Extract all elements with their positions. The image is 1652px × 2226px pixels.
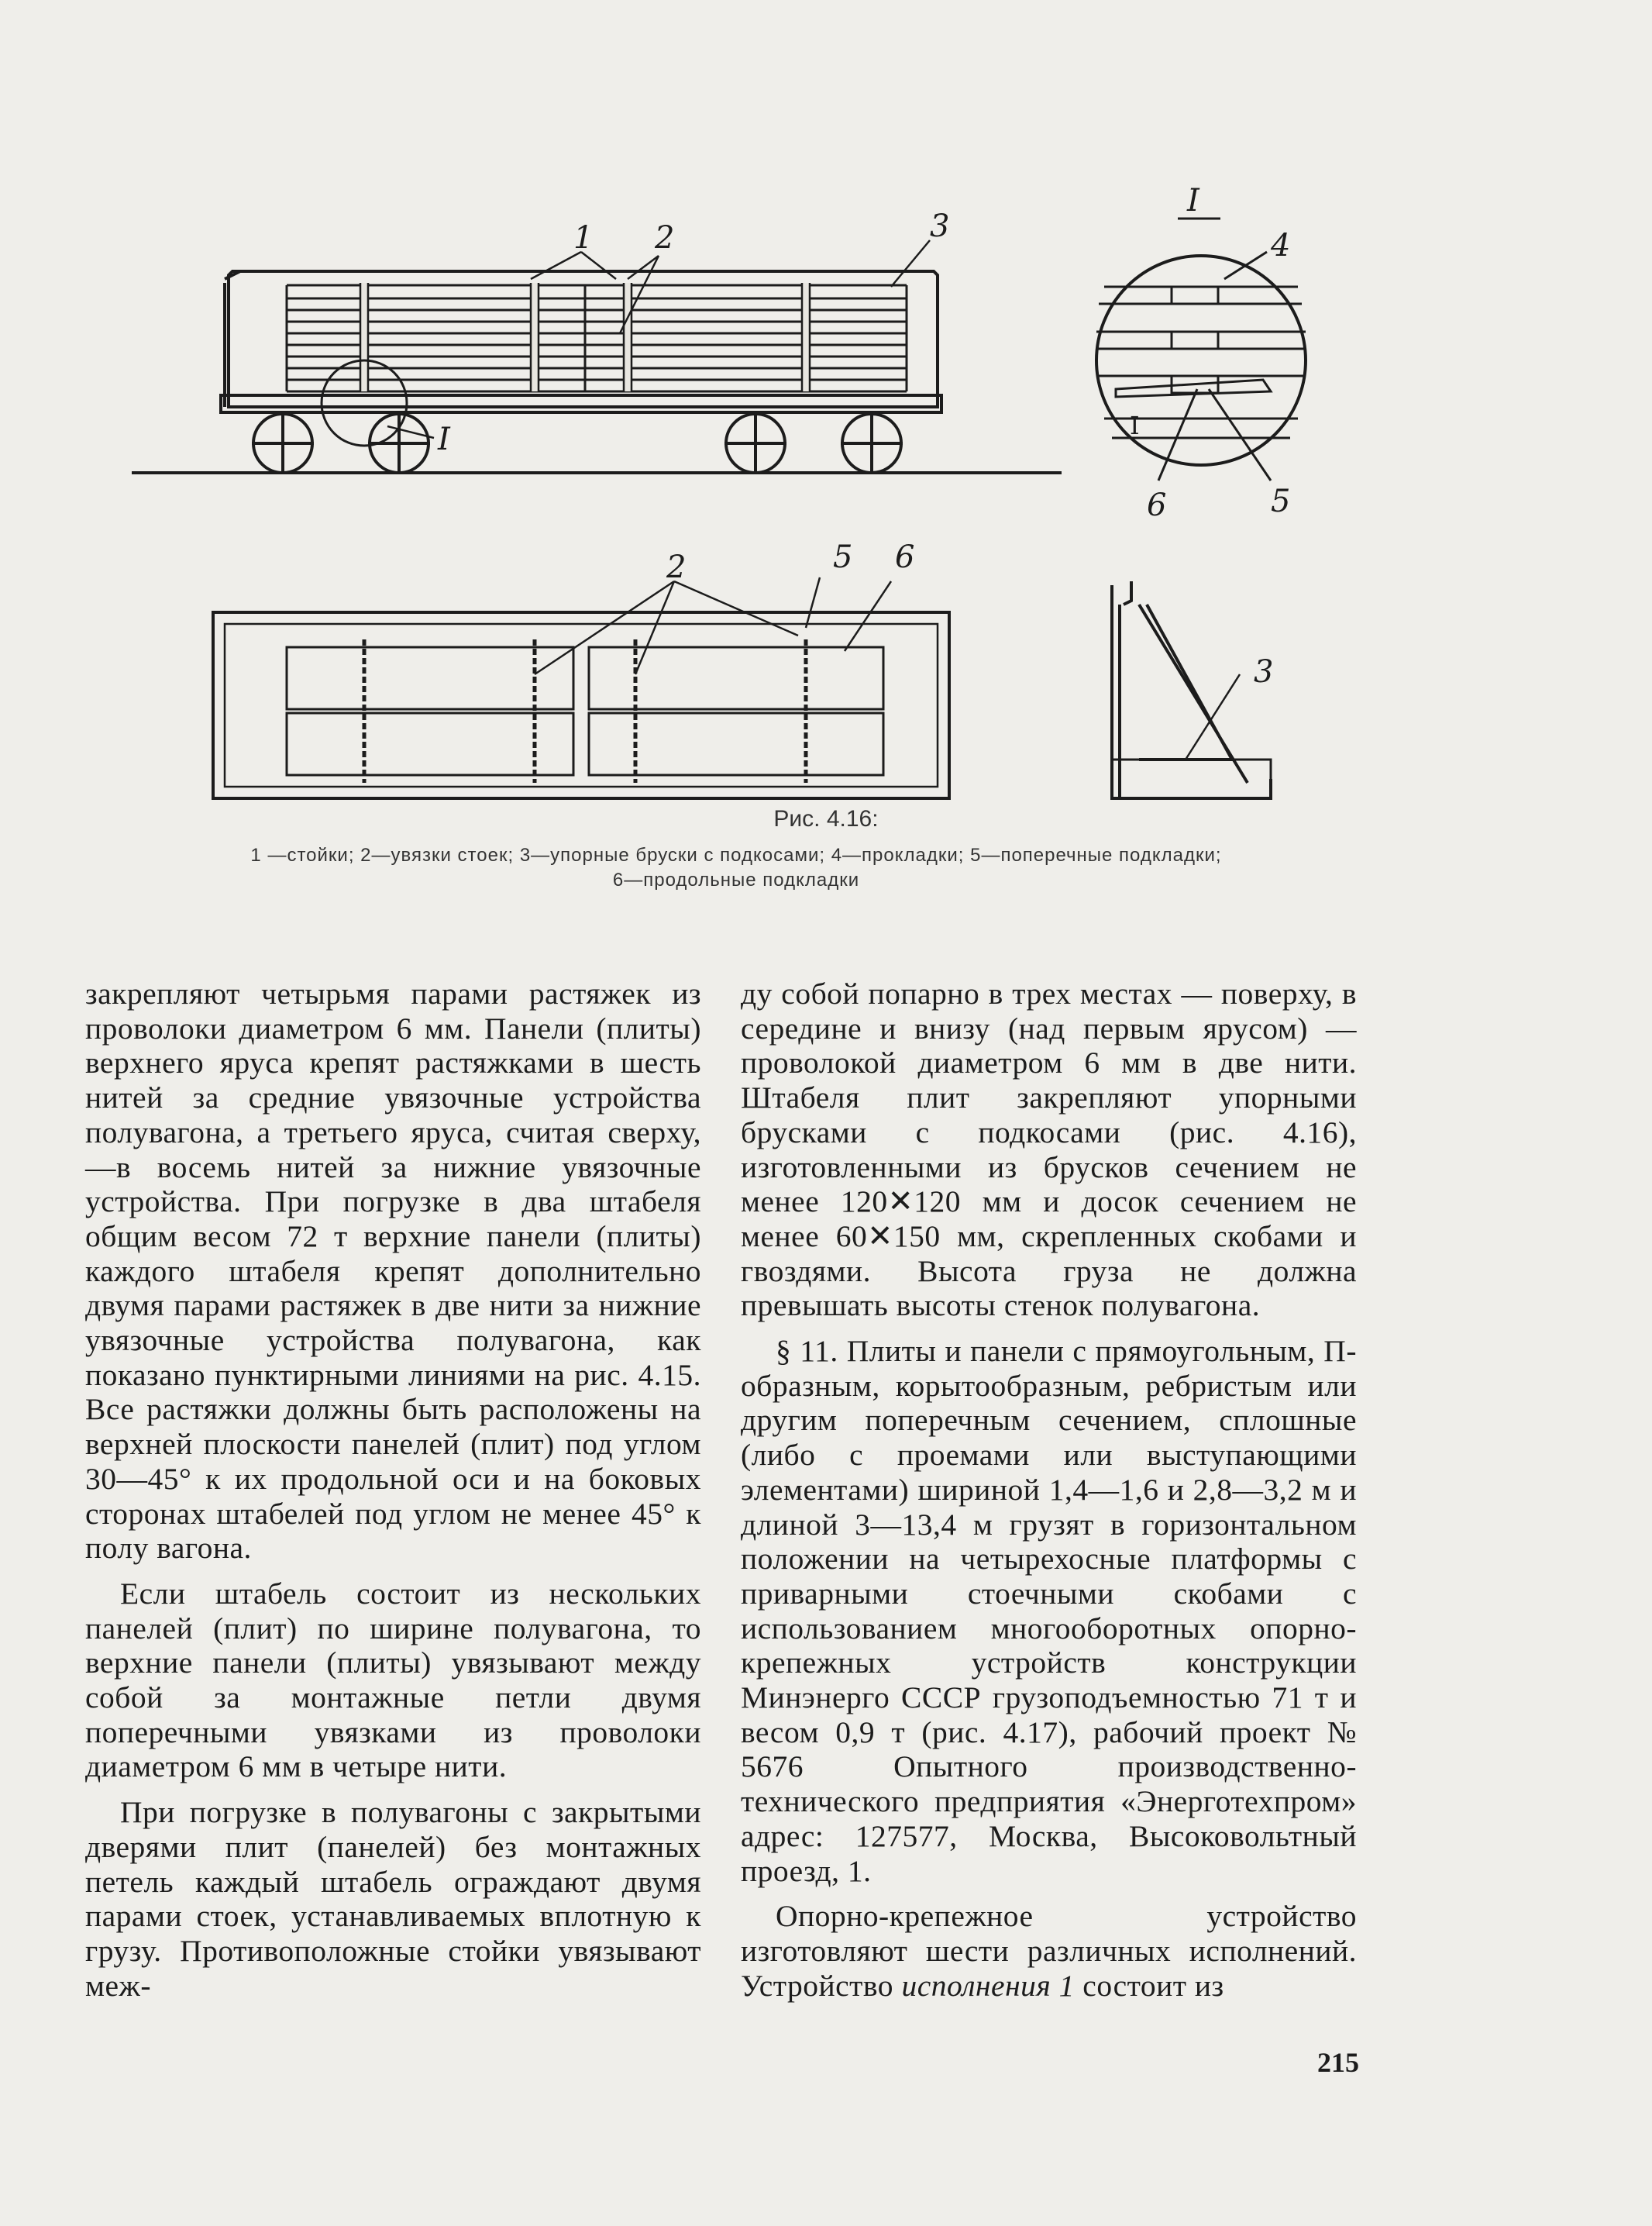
label-1: 1 bbox=[573, 220, 594, 256]
figure-caption-legend bbox=[116, 843, 1356, 893]
figure-caption-title: Рис. 4.16: bbox=[773, 806, 879, 832]
right-column bbox=[741, 977, 1357, 2003]
panel-stack bbox=[287, 285, 907, 391]
wagon-plan-view bbox=[213, 577, 949, 798]
left-paragraph-1: закрепляют четырьмя парами растяжек из проволоки диаметром 6 мм. Панели (плиты) верхнего яруса крепят растяжками в шесть нитей за средние увязочные устройства полувагона, а третьего яруса, считая сверху,—в восемь нитей за нижние увязочные устройства. При погрузке в два штабеля общим весом 72 т верхние панели (плиты) каждого штабеля крепят дополнительно двумя парами растяжек в две нити за нижние увязочные устройства полувагона, как показано пунктирными линиями на рис. 4.15. Все растяжки должны быть расположены на верхней плоскости панелей (плит) под углом 30—45° к их продольной оси и на боковых сторонах штабелей под углом не менее 45° к полу вагона. bbox=[85, 977, 701, 1566]
plan-label-6: 6 bbox=[895, 539, 915, 575]
plan-label-2: 2 bbox=[666, 550, 687, 585]
label-3: 3 bbox=[930, 208, 950, 244]
page-number: 215 bbox=[1317, 2047, 1359, 2078]
detail-label-I: I bbox=[1130, 411, 1140, 440]
detail-label-5: 5 bbox=[1271, 484, 1291, 519]
left-paragraph-3: При погрузке в полувагоны с закрытыми дверями плит (панелей) без монтажных петель каждый штабель ограждают двумя парами стоек, устанавливаемых вплотную к грузу. Противоположные стойки увязывают меж- bbox=[85, 1795, 701, 2003]
legend-line-1: 1 —стойки; 2—увязки стоек; 3—упорные бруски с подкосами; 4—прокладки; 5—поперечные подкладки; bbox=[250, 845, 1222, 866]
right-paragraph-3-italic: исполнения 1 bbox=[901, 1968, 1075, 2003]
detail-label-4: 4 bbox=[1271, 228, 1291, 264]
wagon-side-view bbox=[132, 240, 1062, 474]
detail-title: I bbox=[1187, 183, 1199, 219]
label-2: 2 bbox=[655, 220, 675, 256]
detail-label-6: 6 bbox=[1147, 488, 1167, 523]
right-paragraph-3-end: состоит из bbox=[1074, 1968, 1224, 2003]
left-paragraph-2: Если штабель состоит из нескольких панелей (плит) по ширине полувагона, то верхние панели (плиты) увязывают между собой за монтажные петли двумя поперечными увязками из проволоки диаметром 6 мм в четыре нити. bbox=[85, 1576, 701, 1784]
right-paragraph-3 bbox=[741, 1899, 1357, 2003]
plan-label-5: 5 bbox=[833, 539, 853, 575]
right-paragraph-2: § 11. Плиты и панели с прямоугольным, П-образным, корытообразным, ребристым или другим поперечным сечением, сплошные (либо с проемами или выступающими элементами) шириной 1,4—1,6 и 2,8—3,2 м и длиной 3—13,4 м грузят в горизонтальном положении на четырехосные платформы с приварными стоечными скобами с использованием многооборотных опорно-крепежных устройств конструкции Минэнерго СССР грузоподъемностью 71 т и весом 0,9 т (рис. 4.17), рабочий проект № 5676 Опытного производственно-технического предприятия «Энерготехпром» адрес: 127577, Москва, Высоковольтный проезд, 1. bbox=[741, 1334, 1357, 1888]
figure-drawing bbox=[108, 171, 1317, 899]
left-column bbox=[85, 977, 701, 2003]
section-label-3: 3 bbox=[1254, 654, 1274, 690]
legend-line-2: 6—продольные подкладки bbox=[612, 870, 860, 891]
right-paragraph-3-start: Опорно-крепежное устройство изготовляют шести различных исполнений. Устройство bbox=[741, 1899, 1357, 2003]
label-I: I bbox=[438, 422, 450, 457]
figure-4-16 bbox=[108, 171, 1317, 899]
right-paragraph-1: ду собой попарно в трех местах — поверху, в середине и внизу (над первым ярусом) — проволокой диаметром 6 мм в две нити. Штабеля плит закрепляют упорными брусками с подкосами (рис. 4.16), изготовленными из брусков сечением не менее 120✕120 мм и досок сечением не менее 60✕150 мм, скрепленных скобами и гвоздями. Высота груза не должна превышать высоты стенок полувагона. bbox=[741, 977, 1357, 1323]
stop-bar-section bbox=[1112, 581, 1274, 798]
